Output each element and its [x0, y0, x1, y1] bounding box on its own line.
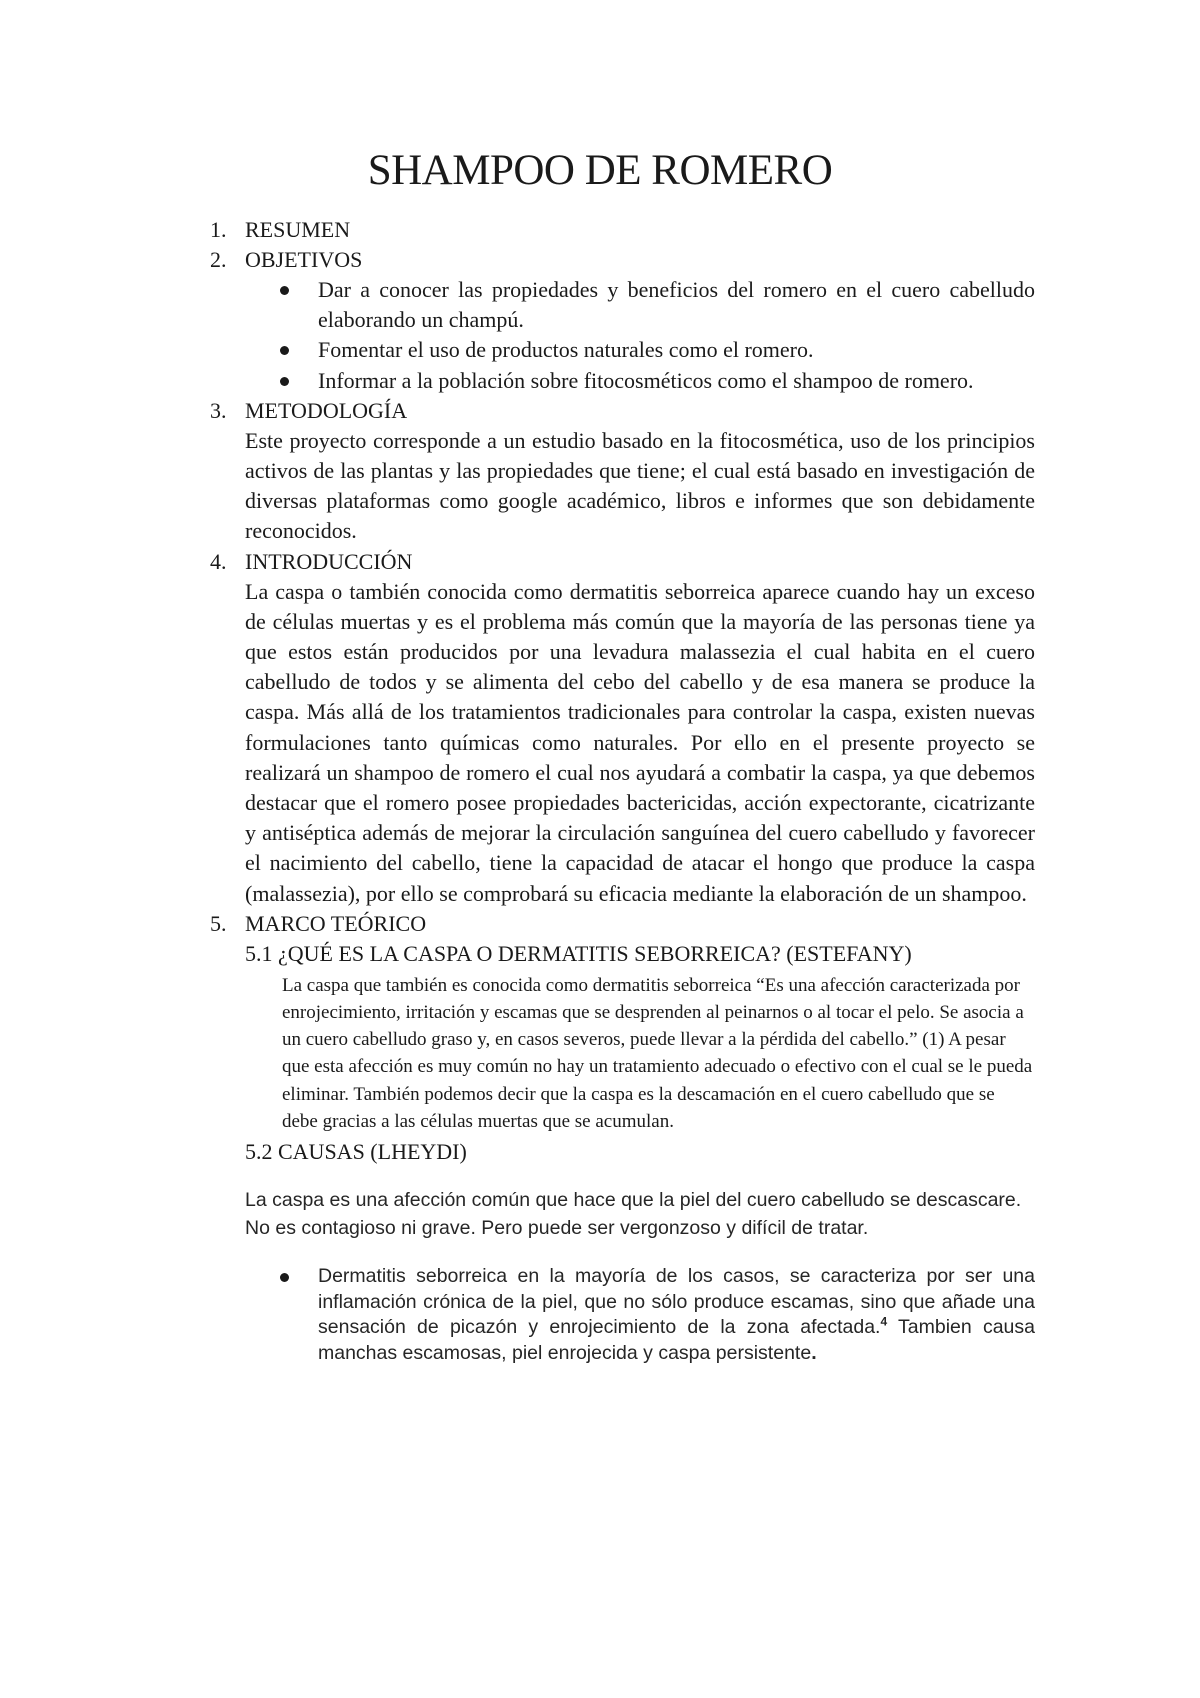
list-item-text: Dar a conocer las propiedades y beneficios del romero en el cuero cabelludo elaborando un champú. — [318, 277, 1035, 333]
bullet-icon — [280, 1273, 289, 1282]
list-item-text: Dermatitis seborreica en la mayoría de los casos, se caracteriza por ser una inflamación crónica de la piel, que no sólo produce escamas, sino que añade una sensación de picazón y enrojecimiento de la zona afectada. — [318, 1265, 1035, 1339]
bullet-icon — [280, 346, 289, 355]
subsection-5-2-paragraph: La caspa es una afección común que hace que la piel del cuero cabelludo se descascare. No es contagioso ni grave. Pero puede ser vergonzoso y difícil de tratar. — [245, 1189, 1022, 1239]
section-title: OBJETIVOS — [245, 247, 363, 272]
footnote-ref: 4 — [880, 1314, 888, 1329]
list-item — [0, 1264, 1035, 1366]
list-item-text-tail: Tambien causa manchas escamosas, piel enrojecida y caspa persistente — [318, 1316, 1035, 1364]
list-item — [0, 275, 1035, 335]
list-item-text: Fomentar el uso de productos naturales como el romero. — [318, 337, 814, 363]
section-heading-introduccion — [0, 547, 1200, 577]
subsection-5-1-paragraph: La caspa que también es conocida como dermatitis seborreica “Es una afección caracterizada por enrojecimiento, irritación y escamas que se desprenden al peinarnos o al tocar el pelo. Se asocia a un cuero cabelludo graso y, en casos severos, puede llevar a la pérdida del cabello.” (1) A pesar que esta afección es muy común no hay un tratamiento adecuado o efectivo con el cual se le pueda eliminar. También podemos decir que la caspa es la descamación en el cuero cabelludo que se debe gracias a las células muertas que se acumulan. — [282, 974, 1033, 1132]
objetivos-list — [0, 275, 1200, 396]
section-number: 3. — [210, 397, 227, 423]
section-title: METODOLOGÍA — [245, 397, 408, 423]
section-heading-resumen — [0, 215, 1200, 245]
subsection-heading-5-1: 5.1 ¿QUÉ ES LA CASPA O DERMATITIS SEBORREICA? (ESTEFANY) — [245, 940, 912, 966]
document-title: SHAMPOO DE ROMERO — [367, 147, 833, 194]
document-body — [0, 215, 1200, 1366]
list-item — [0, 366, 1035, 396]
causas-list — [0, 1264, 1200, 1366]
list-item-end: . — [811, 1341, 817, 1364]
section-number: 4. — [210, 548, 227, 574]
section-number: 5. — [210, 910, 227, 936]
section-heading-metodologia — [0, 396, 1200, 426]
section-number: 1. — [210, 217, 227, 242]
list-item — [0, 335, 1035, 365]
section-title: INTRODUCCIÓN — [245, 548, 413, 574]
section-title: RESUMEN — [245, 217, 351, 242]
section-heading-objetivos — [0, 245, 1200, 275]
bullet-icon — [280, 286, 289, 295]
list-item-text: Informar a la población sobre fitocosméticos como el shampoo de romero. — [318, 367, 974, 393]
subsection-heading-5-2: 5.2 CAUSAS (LHEYDI) — [245, 1139, 467, 1165]
introduccion-paragraph: La caspa o también conocida como dermatitis seborreica aparece cuando hay un exceso de células muertas y es el problema más común que la mayoría de las personas tiene ya que estos están producidos por una levadura malassezia el cual habita en el cuero cabelludo de todos y se alimenta del cebo del cabello y de esa manera se produce la caspa. Más allá de los tratamientos tradicionales para controlar la caspa, existen nuevas formulaciones tanto químicas como naturales. Por ello en el presente proyecto se realizará un shampoo de romero el cual nos ayudará a combatir la caspa, ya que debemos destacar que el romero posee propiedades bactericidas, acción expectorante, cicatrizante y antiséptica además de mejorar la circulación sanguínea del cuero cabelludo y favorecer el nacimiento del cabello, tiene la capacidad de atacar el hongo que produce la caspa (malassezia), por ello se comprobará su eficacia mediante la elaboración de un shampoo. — [245, 578, 1035, 906]
section-number: 2. — [210, 247, 227, 272]
section-heading-marco-teorico — [0, 909, 1200, 939]
bullet-icon — [280, 377, 289, 386]
section-title: MARCO TEÓRICO — [245, 910, 427, 936]
metodologia-paragraph: Este proyecto corresponde a un estudio basado en la fitocosmética, uso de los principios activos de las plantas y las propiedades que tiene; el cual está basado en investigación de diversas plataformas como google académico, libros e informes que son debidamente reconocidos. — [245, 427, 1035, 544]
